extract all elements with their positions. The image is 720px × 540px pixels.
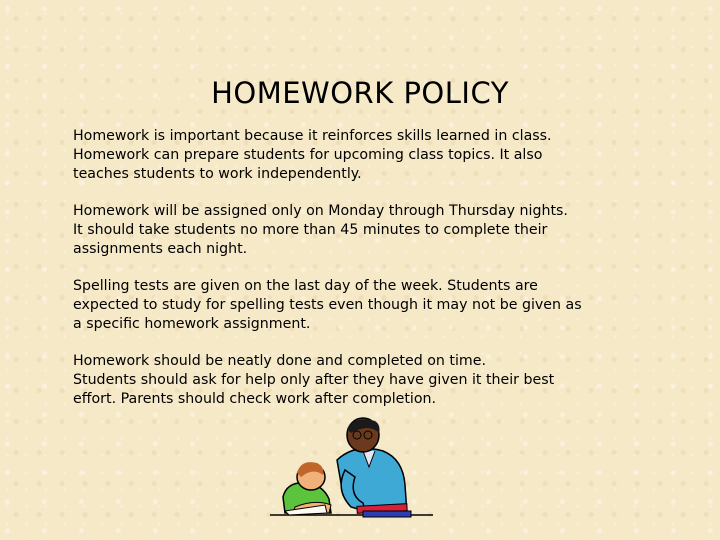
text-line: expected to study for spelling tests even though it may not be given as <box>73 297 582 313</box>
paragraph-purpose <box>73 127 663 184</box>
text-line: effort. Parents should check work after completion. <box>73 391 437 407</box>
teacher-helping-student-icon <box>265 415 435 535</box>
text-line: Students should ask for help only after they have given it their best <box>73 372 555 388</box>
policy-text <box>73 127 663 427</box>
text-line: a specific homework assignment. <box>73 316 311 332</box>
text-line: Homework can prepare students for upcoming class topics. It also <box>73 147 543 163</box>
text-line: It should take students no more than 45 minutes to complete their <box>73 222 548 238</box>
text-line: teaches students to work independently. <box>73 166 362 182</box>
paragraph-schedule <box>73 202 663 259</box>
text-line: Spelling tests are given on the last day of the week. Students are <box>73 278 538 294</box>
page-title: HOMEWORK POLICY <box>211 76 509 110</box>
paragraph-spelling <box>73 277 663 334</box>
text-line: Homework will be assigned only on Monday through Thursday nights. <box>73 203 568 219</box>
text-line: Homework should be neatly done and completed on time. <box>73 353 486 369</box>
text-line: Homework is important because it reinforces skills learned in class. <box>73 128 552 144</box>
paragraph-expectations <box>73 352 663 409</box>
text-line: assignments each night. <box>73 241 248 257</box>
